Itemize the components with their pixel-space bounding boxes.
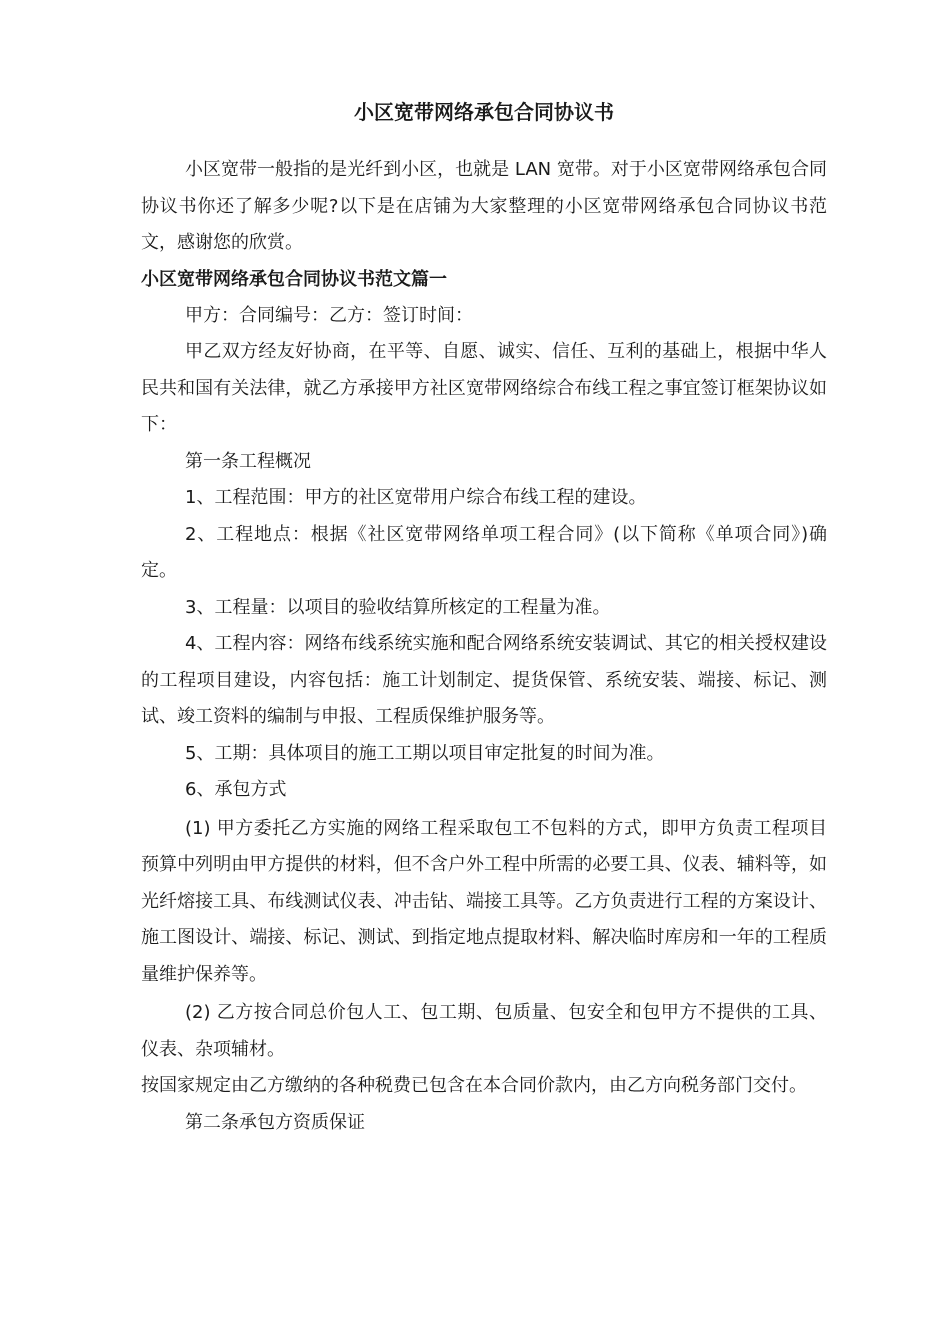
clause-1-scope: 1、工程范围：甲方的社区宽带用户综合布线工程的建设。 [185, 487, 647, 508]
sub-clause-1: (1) 甲方委托乙方实施的网络工程采取包工不包料的方式，即甲方负责工程项目预算中列明由甲方提供的材料，但不含户外工程中所需的必要工具、仪表、辅料等，如光纤熔接工具、布线测试仪表、冲击钻、端接工具等。乙方负责进行工程的方案设计、施工图设计、端接、标记、测试、到指定地点提取材料、解决临时库房和一年的工程质量维护保养等。 [141, 817, 827, 985]
clause-6-contract-mode: 6、承包方式 [185, 779, 287, 800]
clause-4-content: 4、工程内容：网络布线系统实施和配合网络系统安装调试、其它的相关授权建设的工程项目建设，内容包括：施工计划制定、提货保管、系统安装、端接、标记、测试、竣工资料的编制与申报、工程质保维护服务等。 [141, 633, 827, 727]
sub-clause-2: (2) 乙方按合同总价包人工、包工期、包质量、包安全和包甲方不提供的工具、仪表、杂项辅材。 [141, 1002, 827, 1060]
section-heading: 小区宽带网络承包合同协议书范文篇一 [141, 268, 447, 290]
article-2-heading: 第二条承包方资质保证 [185, 1111, 365, 1133]
party-info-line: 甲方：合同编号：乙方：签订时间： [185, 304, 473, 326]
intro-paragraph: 小区宽带一般指的是光纤到小区，也就是 LAN 宽带。对于小区宽带网络承包合同协议书你还了解多少呢?以下是在店铺为大家整理的小区宽带网络承包合同协议书范文，感谢您的欣赏。 [141, 159, 827, 253]
article-1-heading: 第一条工程概况 [185, 450, 311, 472]
tax-paragraph: 按国家规定由乙方缴纳的各种税费已包含在本合同价款内，由乙方向税务部门交付。 [141, 1075, 807, 1096]
preamble-paragraph: 甲乙双方经友好协商，在平等、自愿、诚实、信任、互利的基础上，根据中华人民共和国有关法律，就乙方承接甲方社区宽带网络综合布线工程之事宜签订框架协议如下： [141, 341, 827, 435]
clause-2-location: 2、工程地点：根据《社区宽带网络单项工程合同》(以下简称《单项合同》)确定。 [141, 523, 827, 581]
document-title: 小区宽带网络承包合同协议书 [354, 100, 614, 124]
clause-5-duration: 5、工期：具体项目的施工工期以项目审定批复的时间为准。 [185, 742, 665, 764]
document-page [141, 96, 827, 1141]
clause-3-quantity: 3、工程量：以项目的验收结算所核定的工程量为准。 [185, 596, 611, 618]
